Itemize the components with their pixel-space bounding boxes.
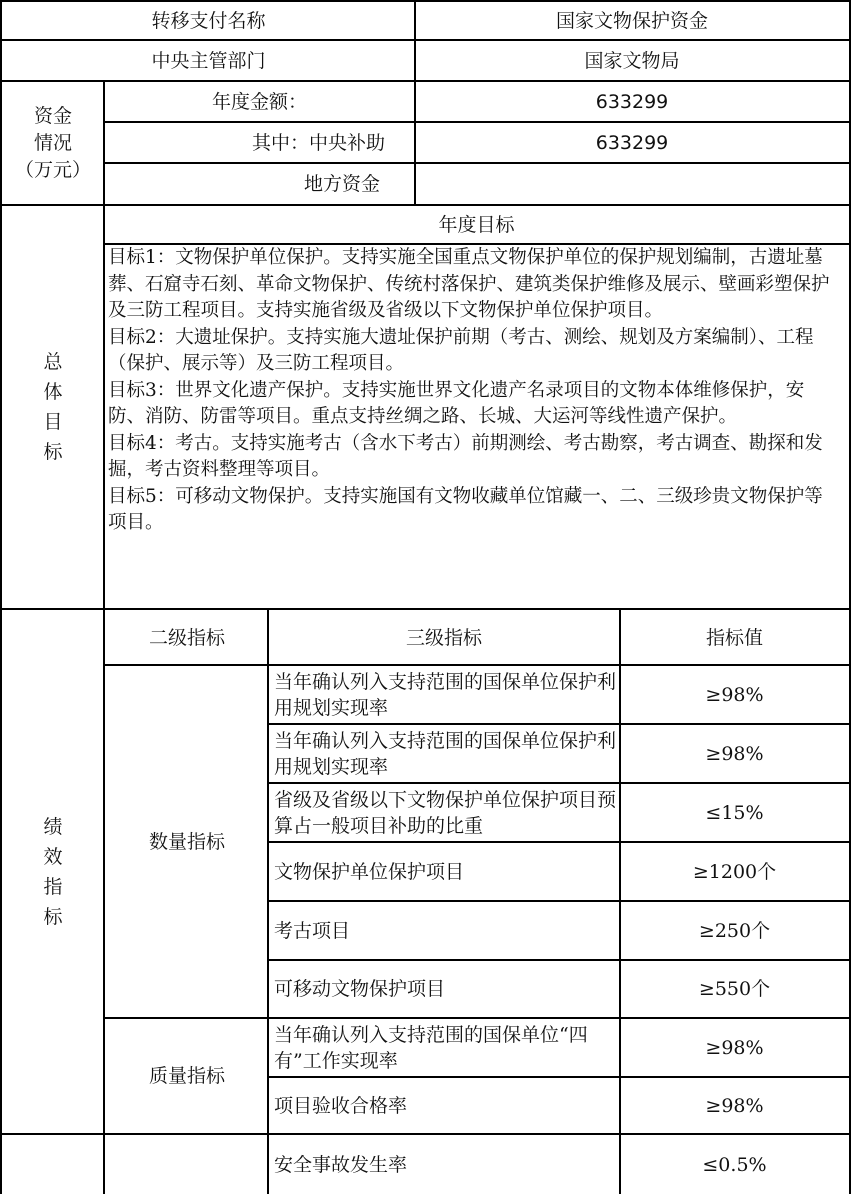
overall-label-char-3: 目 (43, 410, 63, 433)
overall-label-char-4: 标 (43, 440, 63, 463)
goal-5: 目标5：可移动文物保护。支持实施国有文物收藏单位馆藏一、二、三级珍贵文物保护等项目。 (108, 485, 823, 533)
indicator-value: ≥98% (705, 684, 764, 706)
indicator-name: 当年确认列入支持范围的国保单位“四有”工作实现率 (274, 1023, 588, 1072)
annual-goal-title: 年度目标 (438, 214, 515, 236)
grid-line (414, 81, 416, 205)
performance-label (2, 610, 104, 1133)
grid-line (0, 0, 2, 1194)
transfer-label: 转移支付名称 (151, 10, 266, 32)
funds-label-line-1: 资金 (33, 105, 72, 127)
quantity-indicator-label: 数量指标 (148, 831, 225, 853)
grid-line (0, 1133, 851, 1135)
indicator-value: ≥1200个 (692, 860, 777, 883)
grid-line (0, 608, 851, 610)
local-funds-value (415, 163, 849, 205)
dept-label: 中央主管部门 (151, 49, 266, 72)
grid-line (0, 39, 851, 41)
indicator-value: ≥250个 (698, 919, 771, 942)
grid-line (414, 0, 416, 81)
grid-line (103, 81, 105, 1194)
goal-3: 目标3：世界文化遗产保护。支持实施世界文化遗产名录项目的文物本体维修保护，安防、消防、防雷等项目。重点支持丝绸之路、长城、大运河等线性遗产保护。 (108, 379, 805, 427)
central-subsidy-label: 其中：中央补助 (251, 131, 385, 154)
indicator-name: 当年确认列入支持范围的国保单位保护利用规划实现率 (274, 671, 617, 719)
indicator-name: 文物保护单位保护项目 (274, 860, 465, 883)
local-funds-label: 地方资金 (303, 173, 380, 195)
grid-line (104, 664, 851, 666)
grid-line (268, 782, 851, 784)
overall-goal-label (2, 205, 104, 608)
annual-amount-label: 年度金额： (211, 91, 307, 113)
dept-name: 国家文物局 (584, 49, 680, 72)
indicator-value: ≥98% (705, 742, 764, 765)
grid-line (267, 609, 269, 1194)
indicator-value: ≥98% (705, 1094, 764, 1117)
performance-label-char-4: 标 (43, 905, 63, 928)
col-header-level3: 三级指标 (405, 626, 482, 649)
grid-line (268, 841, 851, 843)
col-header-value: 指标值 (705, 626, 763, 649)
overall-label-char-1: 总 (43, 350, 63, 373)
grid-line (268, 1076, 851, 1078)
goal-1: 目标1：文物保护单位保护。支持实施全国重点文物保护单位的保护规划编制，古遗址墓葬、石窟寺石刻、革命文物保护、传统村落保护、建筑类保护维修及展示、壁画彩塑保护及三防工程项目。支持实施省级及省级以下文物保护单位保护项目。 (108, 247, 830, 321)
col-header-level2: 二级指标 (148, 626, 225, 649)
grid-line (0, 80, 851, 82)
indicator-value: ≥98% (705, 1036, 764, 1059)
performance-label-char-1: 绩 (43, 815, 63, 838)
grid-line (104, 243, 851, 245)
indicator-name: 当年确认列入支持范围的国保单位保护利用规划实现率 (274, 729, 617, 778)
funds-label-line-3: （万元） (14, 159, 91, 181)
overall-label-char-2: 体 (43, 380, 63, 403)
annual-amount-value: 633299 (595, 91, 669, 113)
performance-label-char-2: 效 (43, 845, 63, 868)
grid-line (104, 1017, 851, 1019)
goal-2: 目标2：大遗址保护。支持实施大遗址保护前期（考古、测绘、规划及方案编制）、工程（保护、展示等）及三防工程项目。 (108, 326, 814, 374)
indicator-value: ≥550个 (698, 978, 771, 1000)
funds-label (2, 82, 104, 205)
grid-line (619, 609, 621, 1194)
grid-line (268, 723, 851, 725)
indicator-name: 考古项目 (274, 919, 351, 942)
grid-line (0, 204, 851, 206)
performance-label-char-3: 指 (43, 875, 63, 898)
goal-4: 目标4：考古。支持实施考古（含水下考古）前期测绘、考古勘察，考古调查、勘探和发掘，考古资料整理等项目。 (108, 432, 823, 480)
grid-line (104, 162, 851, 164)
indicator-name: 可移动文物保护项目 (274, 978, 446, 1000)
quality-indicator-label: 质量指标 (148, 1065, 225, 1087)
indicator-name: 安全事故发生率 (274, 1154, 408, 1176)
indicator-value: ≤15% (705, 801, 764, 824)
goal-list (108, 245, 836, 537)
grid-line (268, 900, 851, 902)
indicator-name: 项目验收合格率 (274, 1094, 408, 1117)
indicator-value: ≤0.5% (702, 1154, 767, 1176)
grid-line (268, 959, 851, 961)
central-subsidy-value: 633299 (595, 131, 669, 154)
grid-line (0, 0, 851, 2)
transfer-name: 国家文物保护资金 (555, 10, 708, 32)
indicator-name: 省级及省级以下文物保护单位保护项目预算占一般项目补助的比重 (274, 788, 617, 837)
funds-label-line-2: 情况 (33, 132, 72, 154)
grid-line (104, 121, 851, 123)
